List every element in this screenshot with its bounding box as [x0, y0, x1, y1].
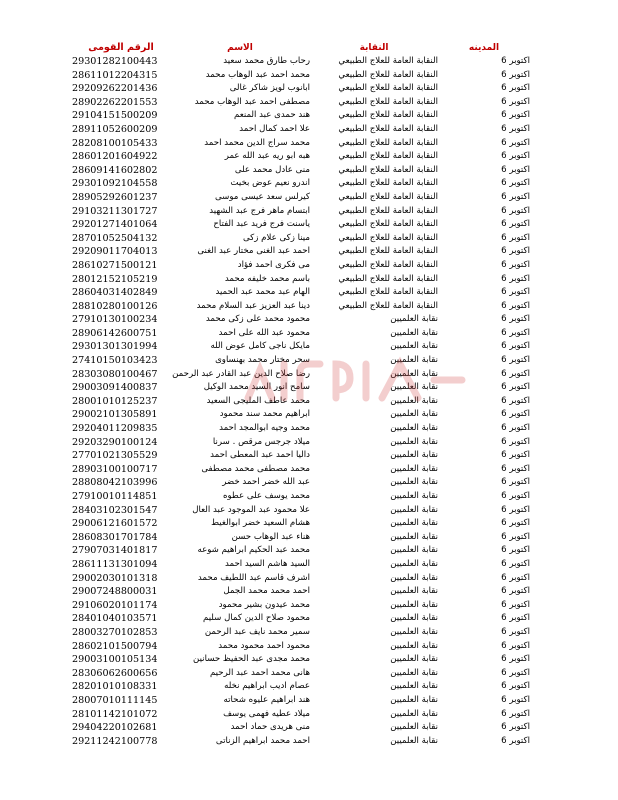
- cell-syndicate: نقابة العلميين: [390, 382, 438, 393]
- cell-syndicate: نقابة العلميين: [390, 341, 438, 352]
- cell-national-id: 28303080100467: [72, 368, 158, 380]
- cell-city: اكتوبر 6: [501, 613, 530, 624]
- cell-name: داليا احمد عبد المعطى احمد: [210, 450, 310, 461]
- cell-name: باسم محمد خليفه محمد: [224, 273, 310, 284]
- cell-name: محمد عبد الحكيم ابراهيم شوعه: [197, 545, 310, 556]
- cell-city: اكتوبر 6: [501, 504, 530, 515]
- table-row: [72, 572, 530, 586]
- cell-name: هند حمدى عبد المنعم: [233, 110, 310, 121]
- cell-name: محمود احمد محمود محمد: [218, 640, 310, 651]
- cell-syndicate: النقابة العامة للعلاج الطبيعي: [338, 191, 438, 202]
- cell-city: اكتوبر 6: [501, 491, 530, 501]
- cell-syndicate: نقابة العلميين: [390, 491, 438, 501]
- cell-city: اكتوبر 6: [501, 151, 530, 162]
- cell-national-id: 28911052600209: [72, 123, 158, 135]
- table-row: [72, 612, 530, 626]
- cell-national-id: 29002030101318: [72, 572, 158, 584]
- cell-name: ابانوب لويز شاكر غالى: [229, 83, 310, 94]
- table-row: [72, 463, 530, 477]
- cell-name: محمود محمد على زكى محمد: [205, 314, 310, 325]
- cell-national-id: 28903100100717: [72, 463, 158, 475]
- cell-national-id: 27410150103423: [72, 355, 158, 367]
- cell-national-id: 29103211301727: [72, 205, 158, 217]
- table-row: [72, 694, 530, 708]
- cell-national-id: 29211242100778: [72, 735, 158, 747]
- cell-syndicate: نقابة العلميين: [390, 450, 438, 461]
- cell-city: اكتوبر 6: [501, 205, 530, 216]
- table-row: [72, 137, 530, 151]
- table-row: [72, 721, 530, 735]
- cell-name: دينا عبد العزيز عبد السلام محمد: [196, 300, 310, 311]
- cell-city: اكتوبر 6: [501, 694, 530, 705]
- cell-syndicate: النقابة العامة للعلاج الطبيعي: [338, 110, 438, 121]
- cell-name: محمد عاطف المليجى السعيد: [206, 395, 310, 406]
- cell-city: اكتوبر 6: [501, 137, 530, 148]
- cell-name: مصطفى احمد عبد الوهاب محمد: [194, 96, 310, 107]
- cell-city: اكتوبر 6: [501, 327, 530, 338]
- cell-city: اكتوبر 6: [501, 232, 530, 243]
- cell-national-id: 28808042103996: [72, 477, 158, 489]
- cell-syndicate: نقابة العلميين: [390, 355, 438, 366]
- cell-city: اكتوبر 6: [501, 558, 530, 569]
- cell-national-id: 27910130100234: [72, 314, 158, 326]
- table-row: [72, 735, 530, 749]
- table-row: [72, 327, 530, 341]
- cell-name: سامح انور السيد محمد الوكيل: [203, 382, 310, 393]
- cell-city: اكتوبر 6: [501, 463, 530, 474]
- cell-city: اكتوبر 6: [501, 654, 530, 665]
- cell-national-id: 29209262201436: [72, 83, 158, 95]
- cell-national-id: 29301282100443: [72, 56, 158, 67]
- cell-city: اكتوبر 6: [501, 110, 530, 121]
- cell-syndicate: نقابة العلميين: [390, 463, 438, 474]
- cell-national-id: 29204011209835: [72, 423, 158, 435]
- table-row: [72, 531, 530, 545]
- table-row: [72, 123, 530, 137]
- cell-name: ياسنت فرج فريد عبد الفتاح: [213, 219, 310, 230]
- cell-city: اكتوبر 6: [501, 219, 530, 230]
- cell-syndicate: نقابة العلميين: [390, 572, 438, 583]
- cell-city: اكتوبر 6: [501, 355, 530, 366]
- cell-city: اكتوبر 6: [501, 531, 530, 542]
- cell-city: اكتوبر 6: [501, 735, 530, 746]
- cell-syndicate: النقابة العامة للعلاج الطبيعي: [338, 164, 438, 175]
- cell-national-id: 27910010114851: [72, 491, 158, 502]
- cell-syndicate: نقابة العلميين: [390, 423, 438, 434]
- table-row: [72, 245, 530, 259]
- cell-syndicate: نقابة العلميين: [390, 654, 438, 665]
- cell-name: احمد عبد الغنى مختار عبد الغنى: [197, 246, 310, 257]
- cell-national-id: 28611012204315: [72, 69, 158, 81]
- cell-national-id: 28401040103571: [72, 613, 158, 625]
- cell-syndicate: نقابة العلميين: [390, 722, 438, 733]
- table-row: [72, 69, 530, 83]
- cell-syndicate: نقابة العلميين: [390, 558, 438, 569]
- table-row: [72, 422, 530, 436]
- cell-syndicate: النقابة العامة للعلاج الطبيعي: [338, 246, 438, 257]
- cell-syndicate: نقابة العلميين: [390, 327, 438, 338]
- cell-national-id: 29301301301994: [72, 341, 158, 353]
- cell-syndicate: النقابة العامة للعلاج الطبيعي: [338, 151, 438, 162]
- cell-syndicate: نقابة العلميين: [390, 545, 438, 556]
- table-row: [72, 205, 530, 219]
- cell-national-id: 29404220102681: [72, 722, 158, 734]
- table-row: [72, 490, 530, 504]
- cell-national-id: 29106020101174: [72, 599, 158, 611]
- cell-syndicate: النقابة العامة للعلاج الطبيعي: [338, 232, 438, 243]
- cell-syndicate: نقابة العلميين: [390, 518, 438, 529]
- cell-city: اكتوبر 6: [501, 626, 530, 637]
- cell-syndicate: النقابة العامة للعلاج الطبيعي: [338, 96, 438, 107]
- cell-syndicate: النقابة العامة للعلاج الطبيعي: [338, 123, 438, 134]
- cell-city: اكتوبر 6: [501, 246, 530, 257]
- members-sheet: [72, 41, 530, 748]
- cell-syndicate: نقابة العلميين: [390, 477, 438, 488]
- cell-city: اكتوبر 6: [501, 96, 530, 107]
- cell-city: اكتوبر 6: [501, 599, 530, 610]
- cell-city: اكتوبر 6: [501, 314, 530, 325]
- cell-national-id: 28611131301094: [72, 558, 158, 570]
- table-row: [72, 626, 530, 640]
- cell-syndicate: نقابة العلميين: [390, 681, 438, 692]
- table-row: [72, 82, 530, 96]
- cell-syndicate: نقابة العلميين: [390, 531, 438, 542]
- table-row: [72, 449, 530, 463]
- cell-name: محمد عيدون بشير محمود: [218, 599, 310, 610]
- cell-city: اكتوبر 6: [501, 518, 530, 529]
- table-row: [72, 599, 530, 613]
- table-row: [72, 544, 530, 558]
- table-row: [72, 313, 530, 327]
- table-row: [72, 150, 530, 164]
- table-row: [72, 436, 530, 450]
- cell-syndicate: نقابة العلميين: [390, 694, 438, 705]
- cell-name: علا احمد كمال احمد: [239, 123, 310, 134]
- cell-national-id: 28610271500121: [72, 259, 158, 271]
- cell-national-id: 28608301701784: [72, 531, 158, 543]
- cell-syndicate: النقابة العامة للعلاج الطبيعي: [338, 273, 438, 284]
- table-row: [72, 259, 530, 273]
- table-row: [72, 395, 530, 409]
- table-row: [72, 177, 530, 191]
- cell-national-id: 28601201604922: [72, 151, 158, 163]
- header-city: المدينه: [468, 43, 500, 53]
- cell-national-id: 29209011704013: [72, 246, 158, 258]
- cell-name: سمير محمد نايف عبد الرحمن: [204, 626, 310, 637]
- cell-name: رضا صلاح الدين عبد القادر عبد الرحمن: [172, 368, 310, 379]
- table-row: [72, 96, 530, 110]
- cell-national-id: 28101142101072: [72, 708, 158, 720]
- cell-name: محمد احمد عبد الوهاب محمد: [205, 69, 310, 80]
- cell-name: محمود عبد الله على احمد: [218, 327, 310, 338]
- cell-name: اشرف قاسم عبد اللطيف محمد: [197, 572, 310, 583]
- table-row: [72, 218, 530, 232]
- table-row: [72, 273, 530, 287]
- cell-name: هبه ابو ريه عبد الله عمر: [224, 151, 310, 162]
- cell-name: محمد مصطفى محمد مصطفى: [201, 463, 310, 474]
- cell-syndicate: نقابة العلميين: [390, 409, 438, 420]
- cell-city: اكتوبر 6: [501, 287, 530, 298]
- cell-city: اكتوبر 6: [501, 178, 530, 189]
- cell-name: سحر مختار محمد بهنساوى: [215, 355, 310, 366]
- cell-national-id: 28201010108331: [72, 681, 158, 693]
- table-row: [72, 232, 530, 246]
- cell-city: اكتوبر 6: [501, 368, 530, 379]
- cell-name: هند ابراهيم عليوه شحاته: [223, 694, 310, 705]
- cell-city: اكتوبر 6: [501, 191, 530, 202]
- cell-city: اكتوبر 6: [501, 382, 530, 393]
- cell-city: اكتوبر 6: [501, 640, 530, 651]
- table-row: [72, 368, 530, 382]
- cell-national-id: 28208100105433: [72, 137, 158, 149]
- table-row: [72, 476, 530, 490]
- table-row: [72, 164, 530, 178]
- cell-city: اكتوبر 6: [501, 56, 530, 66]
- table-row: [72, 667, 530, 681]
- cell-syndicate: نقابة العلميين: [390, 599, 438, 610]
- table-row: [72, 381, 530, 395]
- cell-national-id: 29203290100124: [72, 436, 158, 448]
- cell-name: منى عادل محمد على: [234, 164, 310, 175]
- cell-national-id: 28701052504132: [72, 232, 158, 244]
- cell-national-id: 29301092104558: [72, 178, 158, 190]
- table-header-row: [72, 41, 530, 55]
- table-row: [72, 286, 530, 300]
- cell-national-id: 28306062600656: [72, 667, 158, 679]
- cell-name: عبد الله خضر احمد خضر: [222, 477, 310, 488]
- cell-syndicate: النقابة العامة للعلاج الطبيعي: [338, 69, 438, 80]
- cell-syndicate: النقابة العامة للعلاج الطبيعي: [338, 178, 438, 189]
- cell-name: علا محمود عبد الموجود عبد العال: [192, 504, 310, 515]
- cell-national-id: 29007248800031: [72, 586, 158, 598]
- cell-syndicate: نقابة العلميين: [390, 708, 438, 719]
- cell-name: هانى محمد احمد عبد الرحيم: [209, 667, 310, 678]
- header-name: الاسم: [227, 43, 253, 53]
- cell-name: محمود صلاح الدين كمال سليم: [202, 613, 310, 624]
- cell-national-id: 29003091400837: [72, 382, 158, 394]
- cell-national-id: 29104151500209: [72, 110, 158, 122]
- cell-name: احمد محمد محمد الجمل: [223, 586, 310, 597]
- cell-syndicate: النقابة العامة للعلاج الطبيعي: [338, 205, 438, 216]
- cell-city: اكتوبر 6: [501, 395, 530, 406]
- cell-national-id: 27701021305529: [72, 450, 158, 462]
- cell-syndicate: نقابة العلميين: [390, 667, 438, 678]
- cell-syndicate: نقابة العلميين: [390, 626, 438, 637]
- cell-syndicate: نقابة العلميين: [390, 504, 438, 515]
- cell-national-id: 28012152105219: [72, 273, 158, 285]
- cell-city: اكتوبر 6: [501, 667, 530, 678]
- table-row: [72, 191, 530, 205]
- cell-syndicate: نقابة العلميين: [390, 640, 438, 651]
- cell-name: السيد هاشم السيد احمد: [225, 558, 310, 569]
- cell-national-id: 29002101305891: [72, 409, 158, 421]
- table-row: [72, 680, 530, 694]
- cell-national-id: 28905292601237: [72, 191, 158, 203]
- table-row: [72, 55, 530, 69]
- members-table: [72, 41, 530, 748]
- header-national-id: الرقم القومى: [88, 42, 154, 53]
- table-row: [72, 354, 530, 368]
- cell-city: اكتوبر 6: [501, 586, 530, 597]
- cell-syndicate: نقابة العلميين: [390, 436, 438, 447]
- table-row: [72, 708, 530, 722]
- cell-city: اكتوبر 6: [501, 341, 530, 352]
- cell-syndicate: نقابة العلميين: [390, 735, 438, 746]
- cell-name: كيرلس سعد عيسى موسى: [214, 191, 310, 202]
- cell-city: اكتوبر 6: [501, 722, 530, 733]
- cell-name: مينا زكى علام زكى: [243, 232, 310, 243]
- cell-name: عصام اديب ابراهيم نخله: [224, 681, 310, 692]
- cell-syndicate: النقابة العامة للعلاج الطبيعي: [338, 219, 438, 230]
- cell-national-id: 28001010125237: [72, 395, 158, 407]
- cell-syndicate: النقابة العامة للعلاج الطبيعي: [338, 137, 438, 148]
- cell-city: اكتوبر 6: [501, 123, 530, 134]
- cell-name: محمد سراج الدين محمد احمد: [204, 137, 310, 148]
- cell-syndicate: النقابة العامة للعلاج الطبيعي: [338, 56, 438, 66]
- cell-national-id: 29003100105134: [72, 654, 158, 666]
- cell-name: ابتسام ماهر فرج عبد الشهيد: [209, 205, 310, 216]
- cell-name: مى فكرى احمد فؤاد: [237, 259, 310, 270]
- header-syndicate: النقابة: [359, 43, 389, 53]
- table-row: [72, 340, 530, 354]
- cell-name: اندرو نعيم عوض بخيت: [230, 178, 310, 189]
- table-row: [72, 640, 530, 654]
- cell-national-id: 28602101500794: [72, 640, 158, 652]
- cell-city: اكتوبر 6: [501, 708, 530, 719]
- cell-syndicate: النقابة العامة للعلاج الطبيعي: [338, 259, 438, 270]
- cell-name: محمد وجيه ابوالمجد احمد: [219, 423, 310, 434]
- cell-city: اكتوبر 6: [501, 69, 530, 80]
- cell-city: اكتوبر 6: [501, 83, 530, 94]
- cell-national-id: 28906142600751: [72, 327, 158, 339]
- cell-city: اكتوبر 6: [501, 259, 530, 270]
- cell-city: اكتوبر 6: [501, 164, 530, 175]
- cell-name: الهام عبد محمد عبد الحميد: [215, 287, 310, 298]
- cell-syndicate: نقابة العلميين: [390, 314, 438, 325]
- cell-city: اكتوبر 6: [501, 477, 530, 488]
- table-row: [72, 408, 530, 422]
- cell-national-id: 28609141602802: [72, 164, 158, 176]
- cell-national-id: 28403102301547: [72, 504, 158, 516]
- cell-city: اكتوبر 6: [501, 450, 530, 461]
- cell-syndicate: نقابة العلميين: [390, 586, 438, 597]
- cell-national-id: 27907031401817: [72, 545, 158, 557]
- cell-name: مايكل ناجى كامل عوض الله: [210, 341, 310, 352]
- cell-national-id: 29006121601572: [72, 518, 158, 530]
- table-row: [72, 585, 530, 599]
- cell-syndicate: النقابة العامة للعلاج الطبيعي: [338, 83, 438, 94]
- cell-city: اكتوبر 6: [501, 681, 530, 692]
- cell-national-id: 28810280100126: [72, 300, 158, 312]
- cell-name: منى هريدى حماد احمد: [230, 722, 310, 733]
- cell-name: هناء عبد الوهاب حسن: [231, 531, 310, 542]
- table-row: [72, 504, 530, 518]
- cell-national-id: 29201271401064: [72, 219, 158, 231]
- cell-name: محمد مجدى عبد الحفيظ حسانين: [193, 654, 310, 665]
- table-row: [72, 653, 530, 667]
- table-row: [72, 558, 530, 572]
- cell-name: احمد محمد ابراهيم الزناتى: [215, 735, 310, 746]
- table-row: [72, 109, 530, 123]
- cell-city: اكتوبر 6: [501, 300, 530, 311]
- cell-national-id: 28007010111145: [72, 694, 158, 706]
- cell-name: محمد يوسف على عطوه: [222, 491, 310, 501]
- cell-name: ميلاد جرجس مرقص . سرنا: [212, 436, 310, 447]
- cell-city: اكتوبر 6: [501, 572, 530, 583]
- cell-city: اكتوبر 6: [501, 545, 530, 556]
- table-body: [72, 55, 530, 748]
- cell-name: رحاب طارق محمد سعيد: [223, 56, 310, 66]
- cell-syndicate: النقابة العامة للعلاج الطبيعي: [338, 287, 438, 298]
- cell-city: اكتوبر 6: [501, 423, 530, 434]
- cell-national-id: 28604031402849: [72, 287, 158, 299]
- cell-name: هشام السعيد خضر ابوالغيط: [211, 518, 310, 529]
- table-row: [72, 517, 530, 531]
- cell-national-id: 28003270102853: [72, 626, 158, 638]
- cell-syndicate: النقابة العامة للعلاج الطبيعي: [338, 300, 438, 311]
- cell-city: اكتوبر 6: [501, 273, 530, 284]
- cell-city: اكتوبر 6: [501, 409, 530, 420]
- cell-name: ابراهيم محمد سند محمود: [219, 409, 310, 420]
- cell-name: ميلاد عطيه فهمى يوسف: [223, 708, 310, 719]
- table-row: [72, 300, 530, 314]
- cell-national-id: 28902262201553: [72, 96, 158, 108]
- cell-syndicate: نقابة العلميين: [390, 368, 438, 379]
- cell-city: اكتوبر 6: [501, 436, 530, 447]
- cell-syndicate: نقابة العلميين: [390, 395, 438, 406]
- cell-syndicate: نقابة العلميين: [390, 613, 438, 624]
